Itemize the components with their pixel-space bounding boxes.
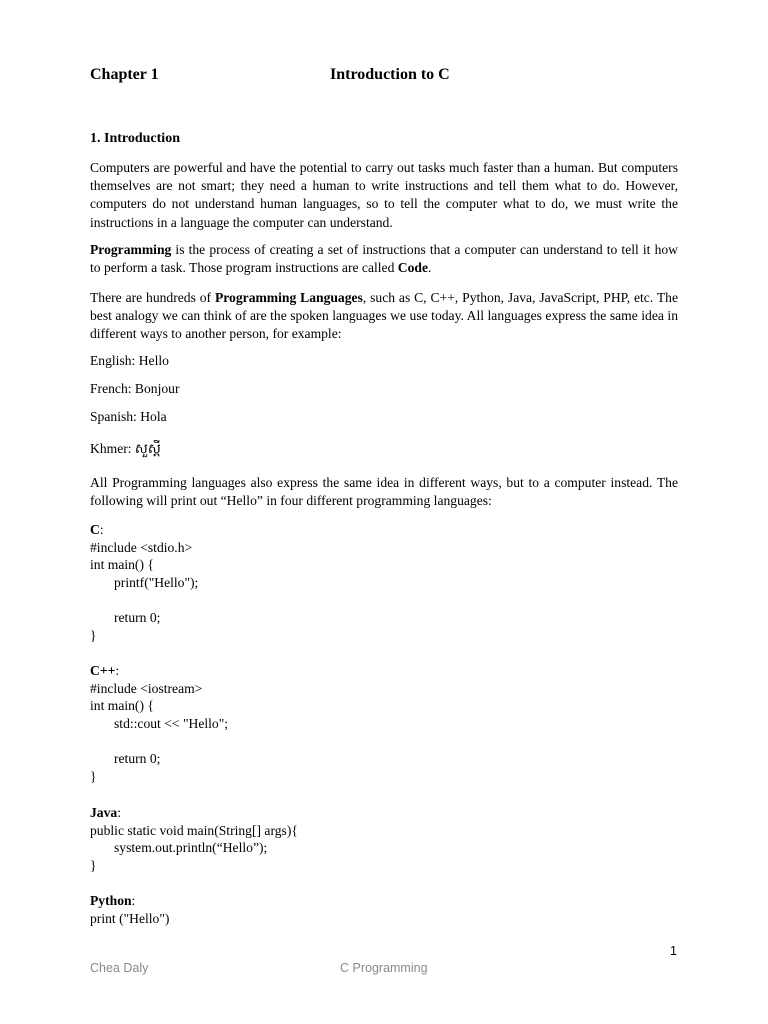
intro-paragraph: Computers are powerful and have the potential to carry out tasks much faster than a human. But computers themselves are not smart; they need a human to write instructions and tell them what to do. However, computers do not understand human languages, so to tell the computer what to do, we must write the instructions in a language the computer can understand.: [90, 160, 678, 230]
programming-text: is the process of creating a set of instructions that a computer can understand to tell it how to perform a task. Those program instructions are called: [90, 242, 678, 276]
code-python-heading: [90, 892, 135, 910]
footer-author: Chea Daly: [90, 961, 149, 975]
page-number: 1: [670, 944, 677, 958]
code-line: print ("Hello"): [90, 911, 170, 926]
languages-start: There are hundreds of: [90, 290, 215, 305]
code-line: return 0;: [114, 610, 161, 625]
languages-paragraph: [90, 289, 678, 344]
code-line: }: [90, 858, 97, 873]
code-cpp-heading: [90, 662, 119, 680]
examples-intro-paragraph: All Programming languages also express the same idea in different ways, but to a computer instead. The following will print out “Hello” in four different programming languages:: [90, 475, 678, 509]
chapter-label: Chapter 1: [90, 66, 159, 83]
code-line: printf("Hello");: [114, 575, 199, 590]
greeting-khmer: Khmer: សួស្តី: [90, 441, 161, 456]
code-java-label: Java: [90, 805, 118, 820]
code-java-heading: [90, 804, 121, 822]
code-line: int main() {: [90, 557, 154, 572]
languages-text: , such as C, C++, Python, Java, JavaScript, PHP, etc. The best analogy we can think of are the spoken languages we use today. All languages express the same idea in different ways to another person, for example:: [90, 290, 678, 342]
code-c-heading: [90, 521, 104, 539]
code-line: system.out.println(“Hello”);: [114, 840, 268, 855]
code-c-label: C: [90, 522, 100, 537]
term-programming-languages: Programming Languages: [214, 290, 363, 305]
code-line: }: [90, 769, 97, 784]
code-c-colon: :: [99, 522, 104, 537]
code-line: #include <iostream>: [90, 681, 203, 696]
code-line: int main() {: [90, 698, 154, 713]
footer-course: C Programming: [340, 961, 428, 975]
greeting-spanish: Spanish: Hola: [90, 409, 167, 424]
code-line: public static void main(String[] args){: [90, 823, 298, 838]
code-cpp-label: C++: [90, 663, 116, 678]
code-cpp-colon: :: [115, 663, 120, 678]
code-line: std::cout << "Hello";: [114, 716, 229, 731]
programming-paragraph: [90, 241, 678, 277]
code-java-colon: :: [117, 805, 121, 820]
code-line: #include <stdio.h>: [90, 540, 193, 555]
code-line: }: [90, 628, 97, 643]
greeting-french: French: Bonjour: [90, 381, 180, 396]
code-python-colon: :: [131, 893, 136, 908]
term-programming: Programming: [90, 242, 172, 257]
greeting-english: English: Hello: [90, 353, 169, 368]
code-line: return 0;: [114, 751, 161, 766]
chapter-title: Introduction to C: [330, 66, 450, 83]
code-python-label: Python: [90, 893, 132, 908]
section-heading: 1. Introduction: [90, 131, 180, 146]
programming-end: .: [428, 260, 432, 276]
term-code: Code: [397, 260, 428, 276]
